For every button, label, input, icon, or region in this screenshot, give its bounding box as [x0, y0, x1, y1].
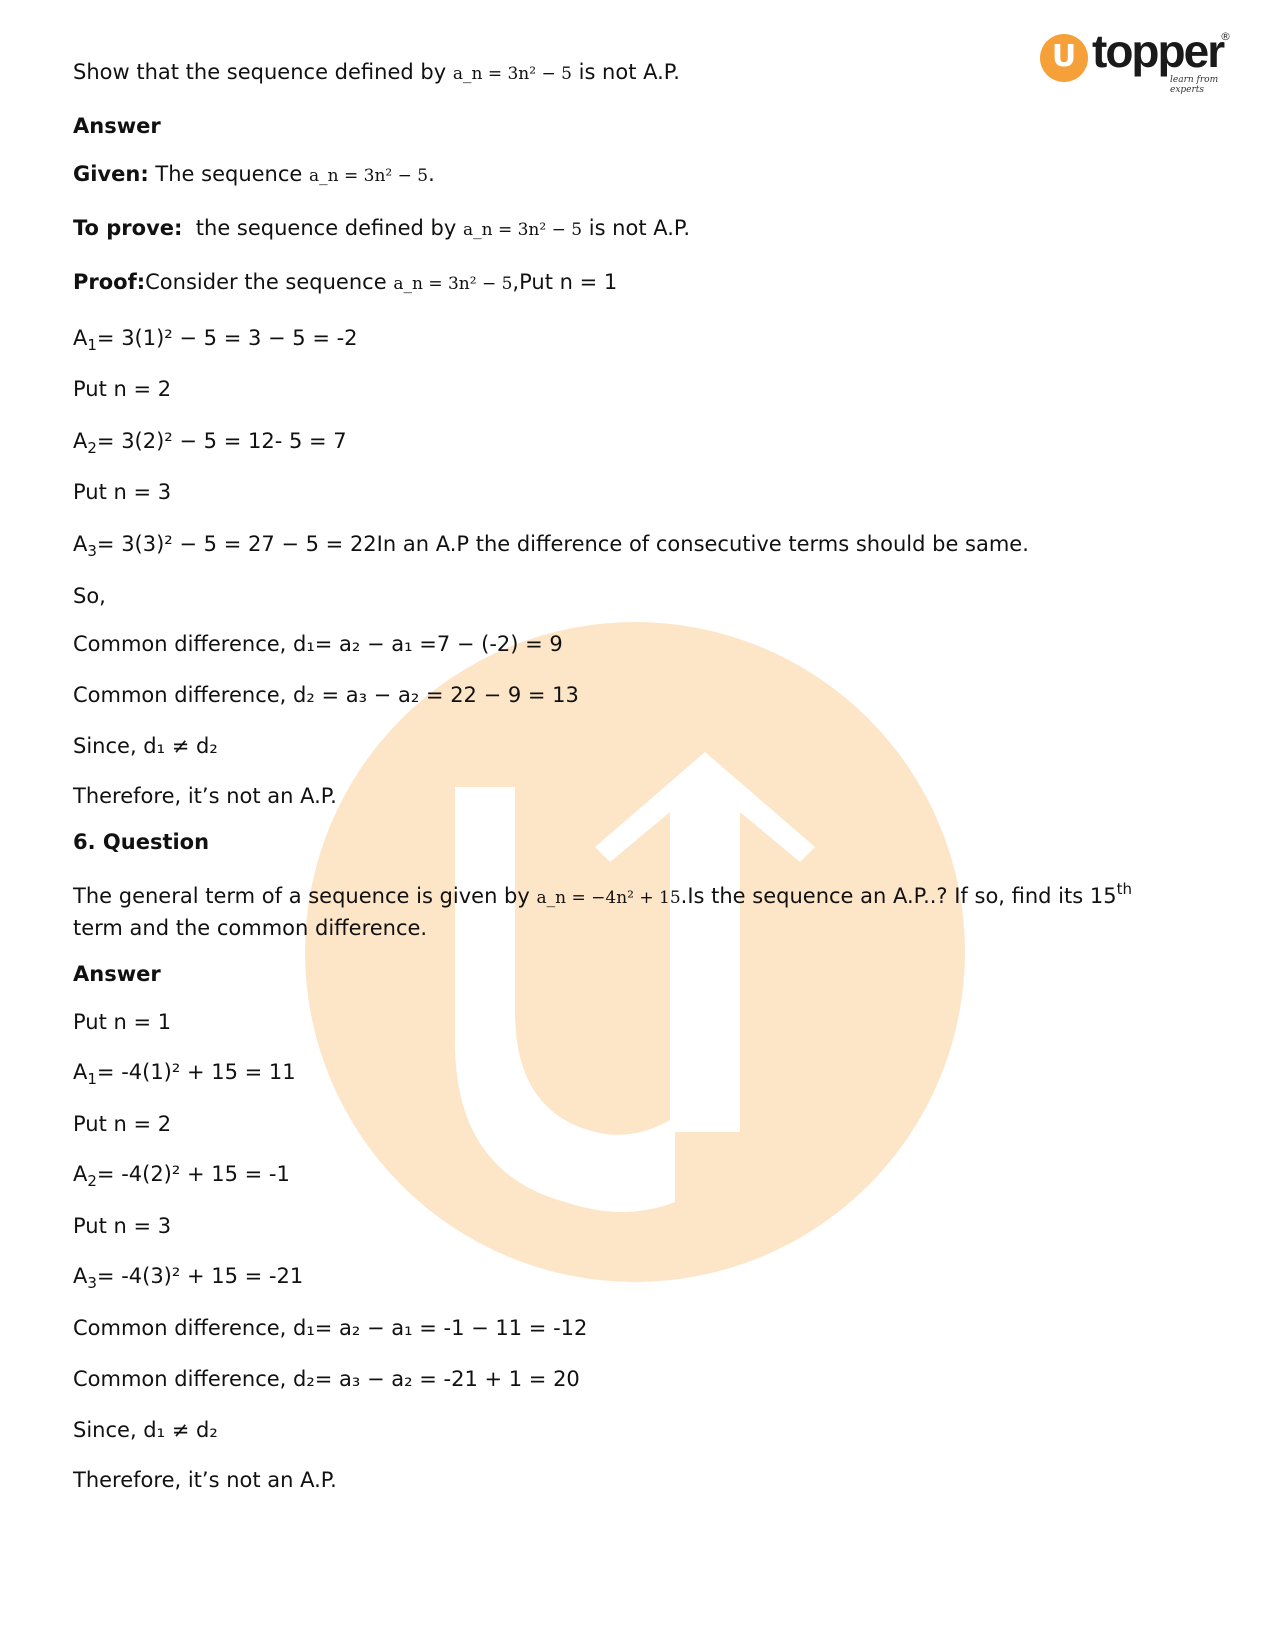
q5-since: Since, d₁ ≠ d₂: [73, 734, 218, 758]
topper-logo-icon: U: [1040, 34, 1088, 82]
q6-a1: $A_1= -4(1)^2 + 15 = 11$: [73, 1060, 296, 1088]
q5-put3: Put n = 3: [73, 480, 172, 504]
q5-common-difference-1: Common difference, d₁= a₂ − a₁ =7 − (-2) = 9: [73, 632, 563, 656]
q6-since: Since, d₁ ≠ d₂: [73, 1418, 218, 1442]
q6-common-difference-1: Common difference, d₁= a₂ − a₁ = -1 − 11 = -12: [73, 1316, 588, 1340]
q5-formula: a_n = 3n² − 5: [452, 64, 572, 84]
q5-given: Given: The sequence a_n = 3n² − 5.: [73, 162, 435, 186]
q5-question: Show that the sequence defined by a_n = 3n² − 5 is not A.P.: [73, 60, 680, 84]
registered-mark: ®: [1220, 30, 1231, 43]
q5-a1: $A_1= 3(1)^2 - 5 = 3 - 5 = -2$: [73, 326, 358, 354]
q6-put2: Put n = 2: [73, 1112, 172, 1136]
q5-common-difference-2: Common difference, d₂ = a₃ − a₂ = 22 − 9 = 13: [73, 683, 579, 707]
q6-put1: Put n = 1: [73, 1010, 172, 1034]
q6-answer-heading: Answer: [73, 962, 161, 986]
q6-formula: a_n = −4n² + 15: [536, 888, 681, 908]
watermark-logo: [295, 612, 975, 1292]
q6-common-difference-2: Common difference, d₂= a₃ − a₂ = -21 + 1 = 20: [73, 1367, 580, 1391]
q5-proof: Proof:Consider the sequence a_n = 3n² − 5,Put n = 1: [73, 270, 618, 294]
q6-a3: $A_3= -4(3)^2 + 15 = -21$: [73, 1264, 304, 1292]
q6-conclusion: Therefore, it’s not an A.P.: [73, 1468, 337, 1492]
topper-logo-tagline: learn from experts: [1170, 75, 1219, 95]
q5-a3: $A_3= 3(3)^2 - 5 = 27 - 5 = 22In$ an A.P the difference of consecutive terms should be same.: [73, 532, 1029, 560]
q5-conclusion: Therefore, it’s not an A.P.: [73, 784, 337, 808]
q6-a2: $A_2= -4(2)^2 + 15 = -1$: [73, 1162, 290, 1190]
q5-put2: Put n = 2: [73, 377, 172, 401]
q5-to-prove: To prove: the sequence defined by a_n = 3n² − 5 is not A.P.: [73, 216, 690, 240]
q5-a2: $A_2= 3(2)^2 - 5 = 12-$ 5 = 7: [73, 429, 347, 457]
q6-put3: Put n = 3: [73, 1214, 172, 1238]
q6-heading: 6. Question: [73, 830, 210, 854]
topper-logo: [1040, 25, 1240, 95]
topper-logo-word: topper: [1092, 25, 1224, 77]
q5-answer-heading: Answer: [73, 114, 161, 138]
q5-so: So,: [73, 584, 106, 608]
q6-question: The general term of a sequence is given by a_n = −4n² + 15.Is the sequence an A.P..? If so, find its 15th term and the common difference.: [73, 880, 1132, 940]
